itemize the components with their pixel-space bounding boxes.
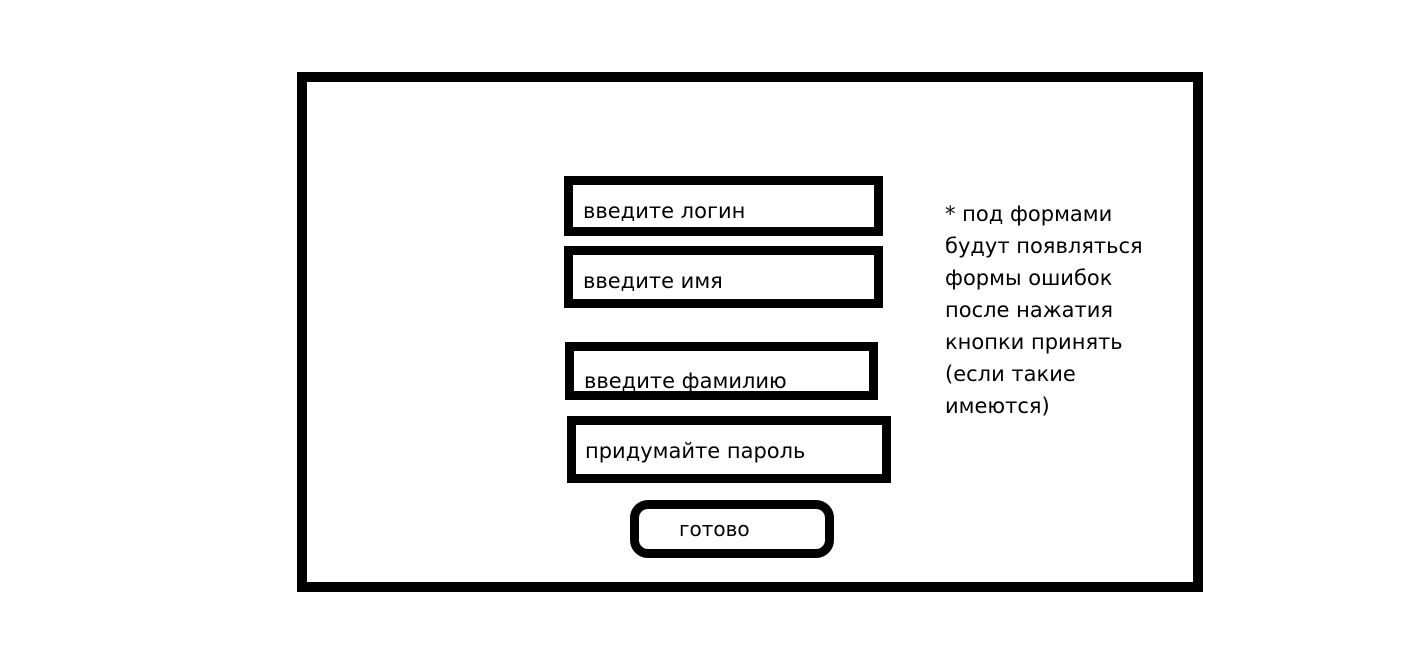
login-input[interactable] [564,176,883,236]
name-placeholder: введите имя [583,269,723,293]
surname-input[interactable] [565,342,878,400]
name-input[interactable] [564,246,883,308]
surname-placeholder: введите фамилию [584,369,787,393]
password-input[interactable] [567,416,891,483]
login-placeholder: введите логин [583,199,746,223]
error-hint-note: * под формами будут появляться формы ошибок после нажатия кнопки принять (если такие имеются) [945,202,1143,418]
password-placeholder: придумайте пароль [585,439,806,463]
submit-button[interactable]: готово [630,500,834,558]
